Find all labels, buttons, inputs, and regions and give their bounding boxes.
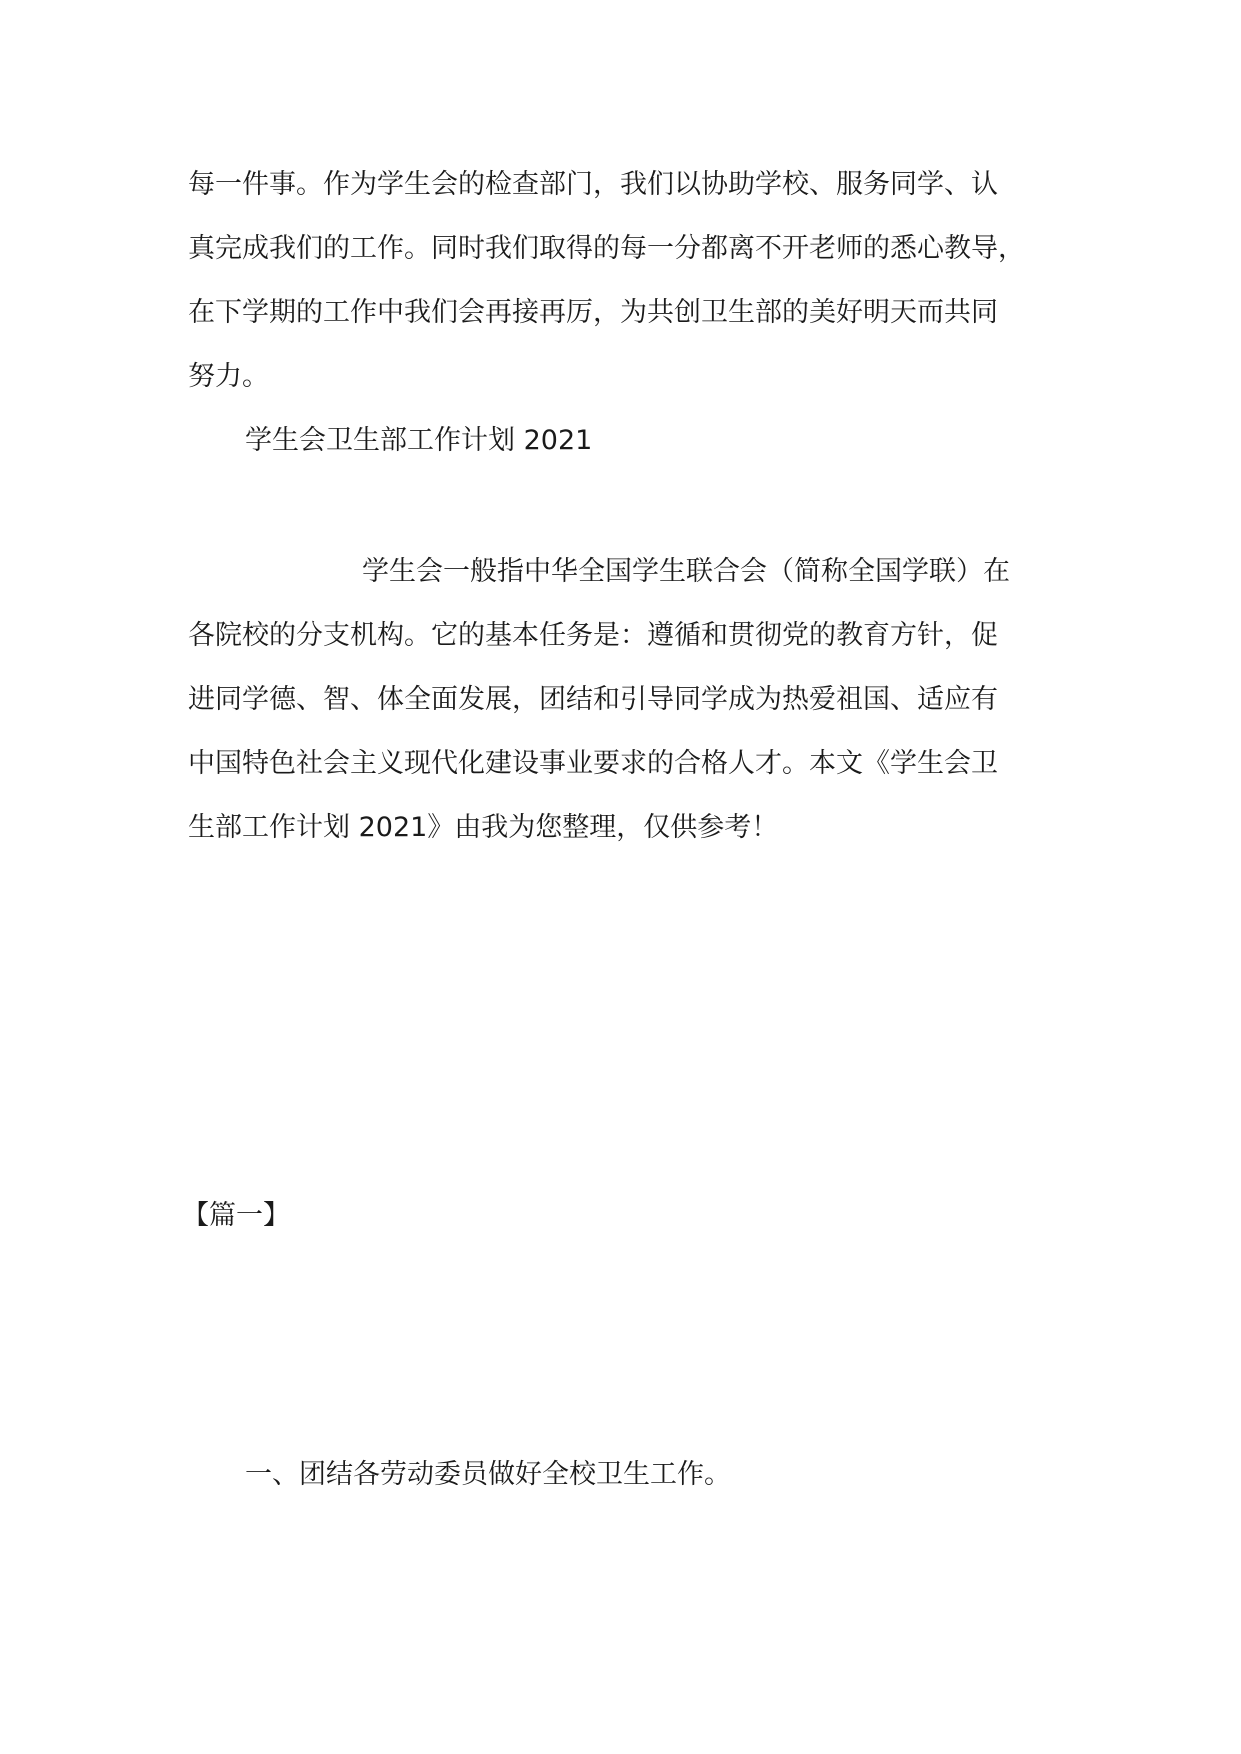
paragraph-line: 每一件事。作为学生会的检查部门，我们以协助学校、服务同学、认 <box>188 169 998 200</box>
list-item: 一、团结各劳动委员做好全校卫生工作。 <box>245 1459 731 1490</box>
paragraph-line: 真完成我们的工作。同时我们取得的每一分都离不开老师的悉心教导， <box>188 233 1025 264</box>
document-title: 学生会卫生部工作计划 2021 <box>245 425 593 456</box>
intro-line: 生部工作计划 2021》由我为您整理，仅供参考！ <box>188 812 779 843</box>
intro-line: 进同学德、智、体全面发展，团结和引导同学成为热爱祖国、适应有 <box>188 684 998 715</box>
section-label: 【篇一】 <box>182 1200 290 1231</box>
paragraph-line: 在下学期的工作中我们会再接再厉，为共创卫生部的美好明天而共同 <box>188 297 998 328</box>
intro-line: 学生会一般指中华全国学生联合会（简称全国学联）在 <box>362 556 1010 587</box>
intro-line: 各院校的分支机构。它的基本任务是：遵循和贯彻党的教育方针，促 <box>188 620 998 651</box>
intro-line: 中国特色社会主义现代化建设事业要求的合格人才。本文《学生会卫 <box>188 748 998 779</box>
paragraph-line: 努力。 <box>188 361 269 392</box>
